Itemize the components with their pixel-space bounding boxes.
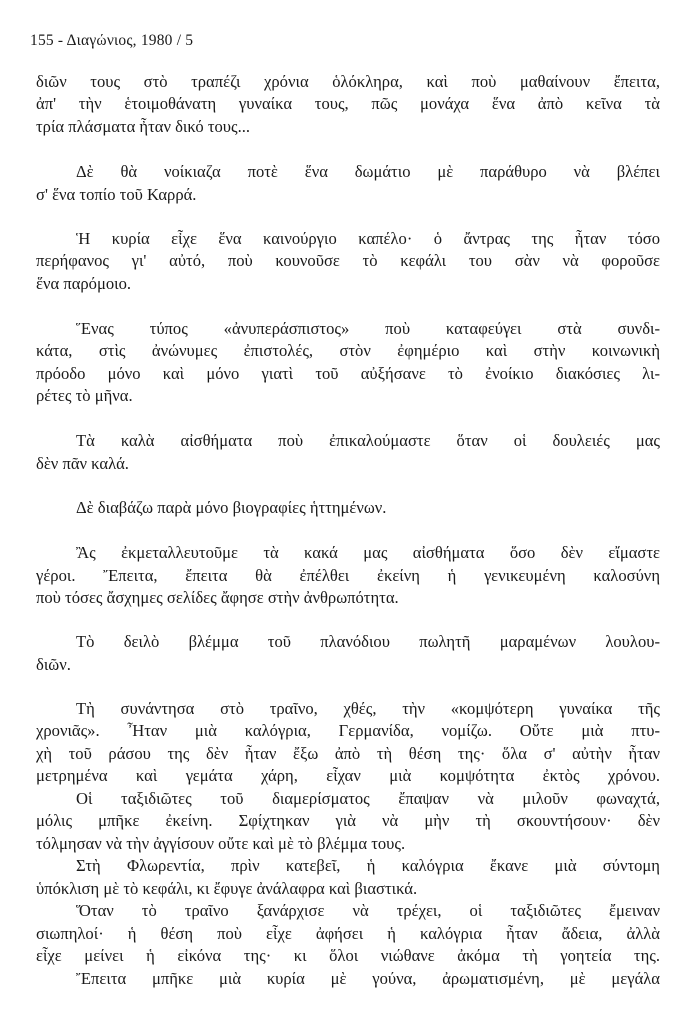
text-line: δὲν πᾶν καλά.: [36, 454, 129, 473]
text-line: τόλμησαν νὰ τὴν ἀγγίσουν οὔτε καὶ μὲ τὸ βλέμμα τους.: [36, 834, 406, 853]
text-line: Δὲ διαβάζω παρὰ μόνο βιογραφίες ἡττημένων.: [76, 498, 387, 517]
text-line: Οἱ ταξιδιῶτες τοῦ διαμερίσματος ἔπαψαν νὰ μιλοῦν φωναχτά,: [76, 789, 660, 808]
text-line: χὴ τοῦ ράσου της δὲν ἦταν ἔξω ἀπὸ τὴ θέση της· ὅλα σ' αὐτὴν ἦταν: [36, 744, 660, 763]
text-line: πρόοδο μόνο καὶ μόνο γιατὶ τοῦ αὐξήσανε τὸ ἐνοίκιο διακόσιες λι-: [36, 364, 660, 383]
text-line: εἶχε μείνει ἡ εἰκόνα της· κι ὅλοι νιώθανε ἀκόμα τὴ γοητεία της.: [36, 946, 660, 965]
text-line: ποὺ τόσες ἄσχημες σελίδες ἄφησε στὴν ἀνθρωπότητα.: [36, 588, 399, 607]
text-line: μετρημένα καὶ γεμάτα χάρη, εἶχαν μιὰ κομψότητα ἐκτὸς χρόνου.: [36, 766, 660, 785]
text-line: Ἡ κυρία εἶχε ἕνα καινούργιο καπέλο· ὁ ἄντρας της ἦταν τόσο: [76, 229, 660, 248]
text-line: μόλις μπῆκε ἐκείνη. Σφίχτηκαν γιὰ νὰ μὴν τὴ σκουντήσουν· δὲν: [36, 811, 660, 830]
text-line: Ἕνας τύπος «ἀνυπεράσπιστος» ποὺ καταφεύγει στὰ συνδι-: [76, 319, 660, 338]
text-line: τρία πλάσματα ἦταν δικό τους...: [36, 117, 251, 136]
text-line: Ἂς ἐκμεταλλευτοῦμε τὰ κακά μας αἰσθήματα ὅσο δὲν εἴμαστε: [76, 543, 660, 562]
text-line: Τὴ συνάντησα στὸ τραῖνο, χθές, τὴν «κομψότερη γυναίκα τῆς: [76, 699, 660, 718]
text-line: ρέτες τὸ μῆνα.: [36, 386, 133, 405]
text-line: Τὸ δειλὸ βλέμμα τοῦ πλανόδιου πωλητῆ μαραμένων λουλου-: [76, 632, 660, 651]
text-line: Δὲ θὰ νοίκιαζα ποτὲ ἕνα δωμάτιο μὲ παράθυρο νὰ βλέπει: [76, 162, 660, 181]
text-line: Στὴ Φλωρεντία, πρὶν κατεβεῖ, ἡ καλόγρια ἔκανε μιὰ σύντομη: [76, 856, 660, 875]
text-line: περήφανος γι' αὐτό, ποὺ κουνοῦσε τὸ κεφάλι του σὰν νὰ φοροῦσε: [36, 251, 660, 270]
text-line: Τὰ καλὰ αἰσθήματα ποὺ ἐπικαλούμαστε ὅταν οἱ δουλειές μας: [76, 431, 660, 450]
text-line: Ὅταν τὸ τραῖνο ξανάρχισε νὰ τρέχει, οἱ ταξιδιῶτες ἔμειναν: [76, 901, 660, 920]
text-line: σ' ἕνα τοπίο τοῦ Καρρά.: [36, 185, 197, 204]
text-line: διῶν.: [36, 655, 71, 674]
text-line: γέροι. Ἔπειτα, ἔπειτα θὰ ἐπέλθει ἐκείνη ἡ γενικευμένη καλοσύνη: [36, 566, 660, 585]
page-header: 155 - Διαγώνιος, 1980 / 5: [30, 32, 194, 49]
text-line: Ἔπειτα μπῆκε μιὰ κυρία μὲ γούνα, ἀρωματισμένη, μὲ μεγάλα: [76, 969, 660, 988]
text-line: διῶν τους στὸ τραπέζι χρόνια ὁλόκληρα, καὶ ποὺ μαθαίνουν ἔπειτα,: [36, 72, 660, 91]
text-line: κάτα, στὶς ἀνώνυμες ἐπιστολές, στὸν ἐφημέριο καὶ στὴν κοινωνικὴ: [36, 341, 660, 360]
text-line: ἕνα παρόμοιο.: [36, 274, 132, 293]
text-line: σιωπηλοί· ἡ θέση ποὺ εἶχε ἀφήσει ἡ καλόγρια ἦταν ἄδεια, ἀλλὰ: [36, 924, 660, 943]
text-line: χρονιᾶς». Ἦταν μιὰ καλόγρια, Γερμανίδα, νομίζω. Οὔτε μιὰ πτυ-: [36, 721, 660, 740]
text-line: ἀπ' τὴν ἑτοιμοθάνατη γυναίκα τους, πῶς μονάχα ἕνα ἀπὸ κεῖνα τὰ: [36, 94, 660, 113]
text-line: ὑπόκλιση μὲ τὸ κεφάλι, κι ἔφυγε ἀνάλαφρα καὶ βιαστικά.: [36, 879, 418, 898]
